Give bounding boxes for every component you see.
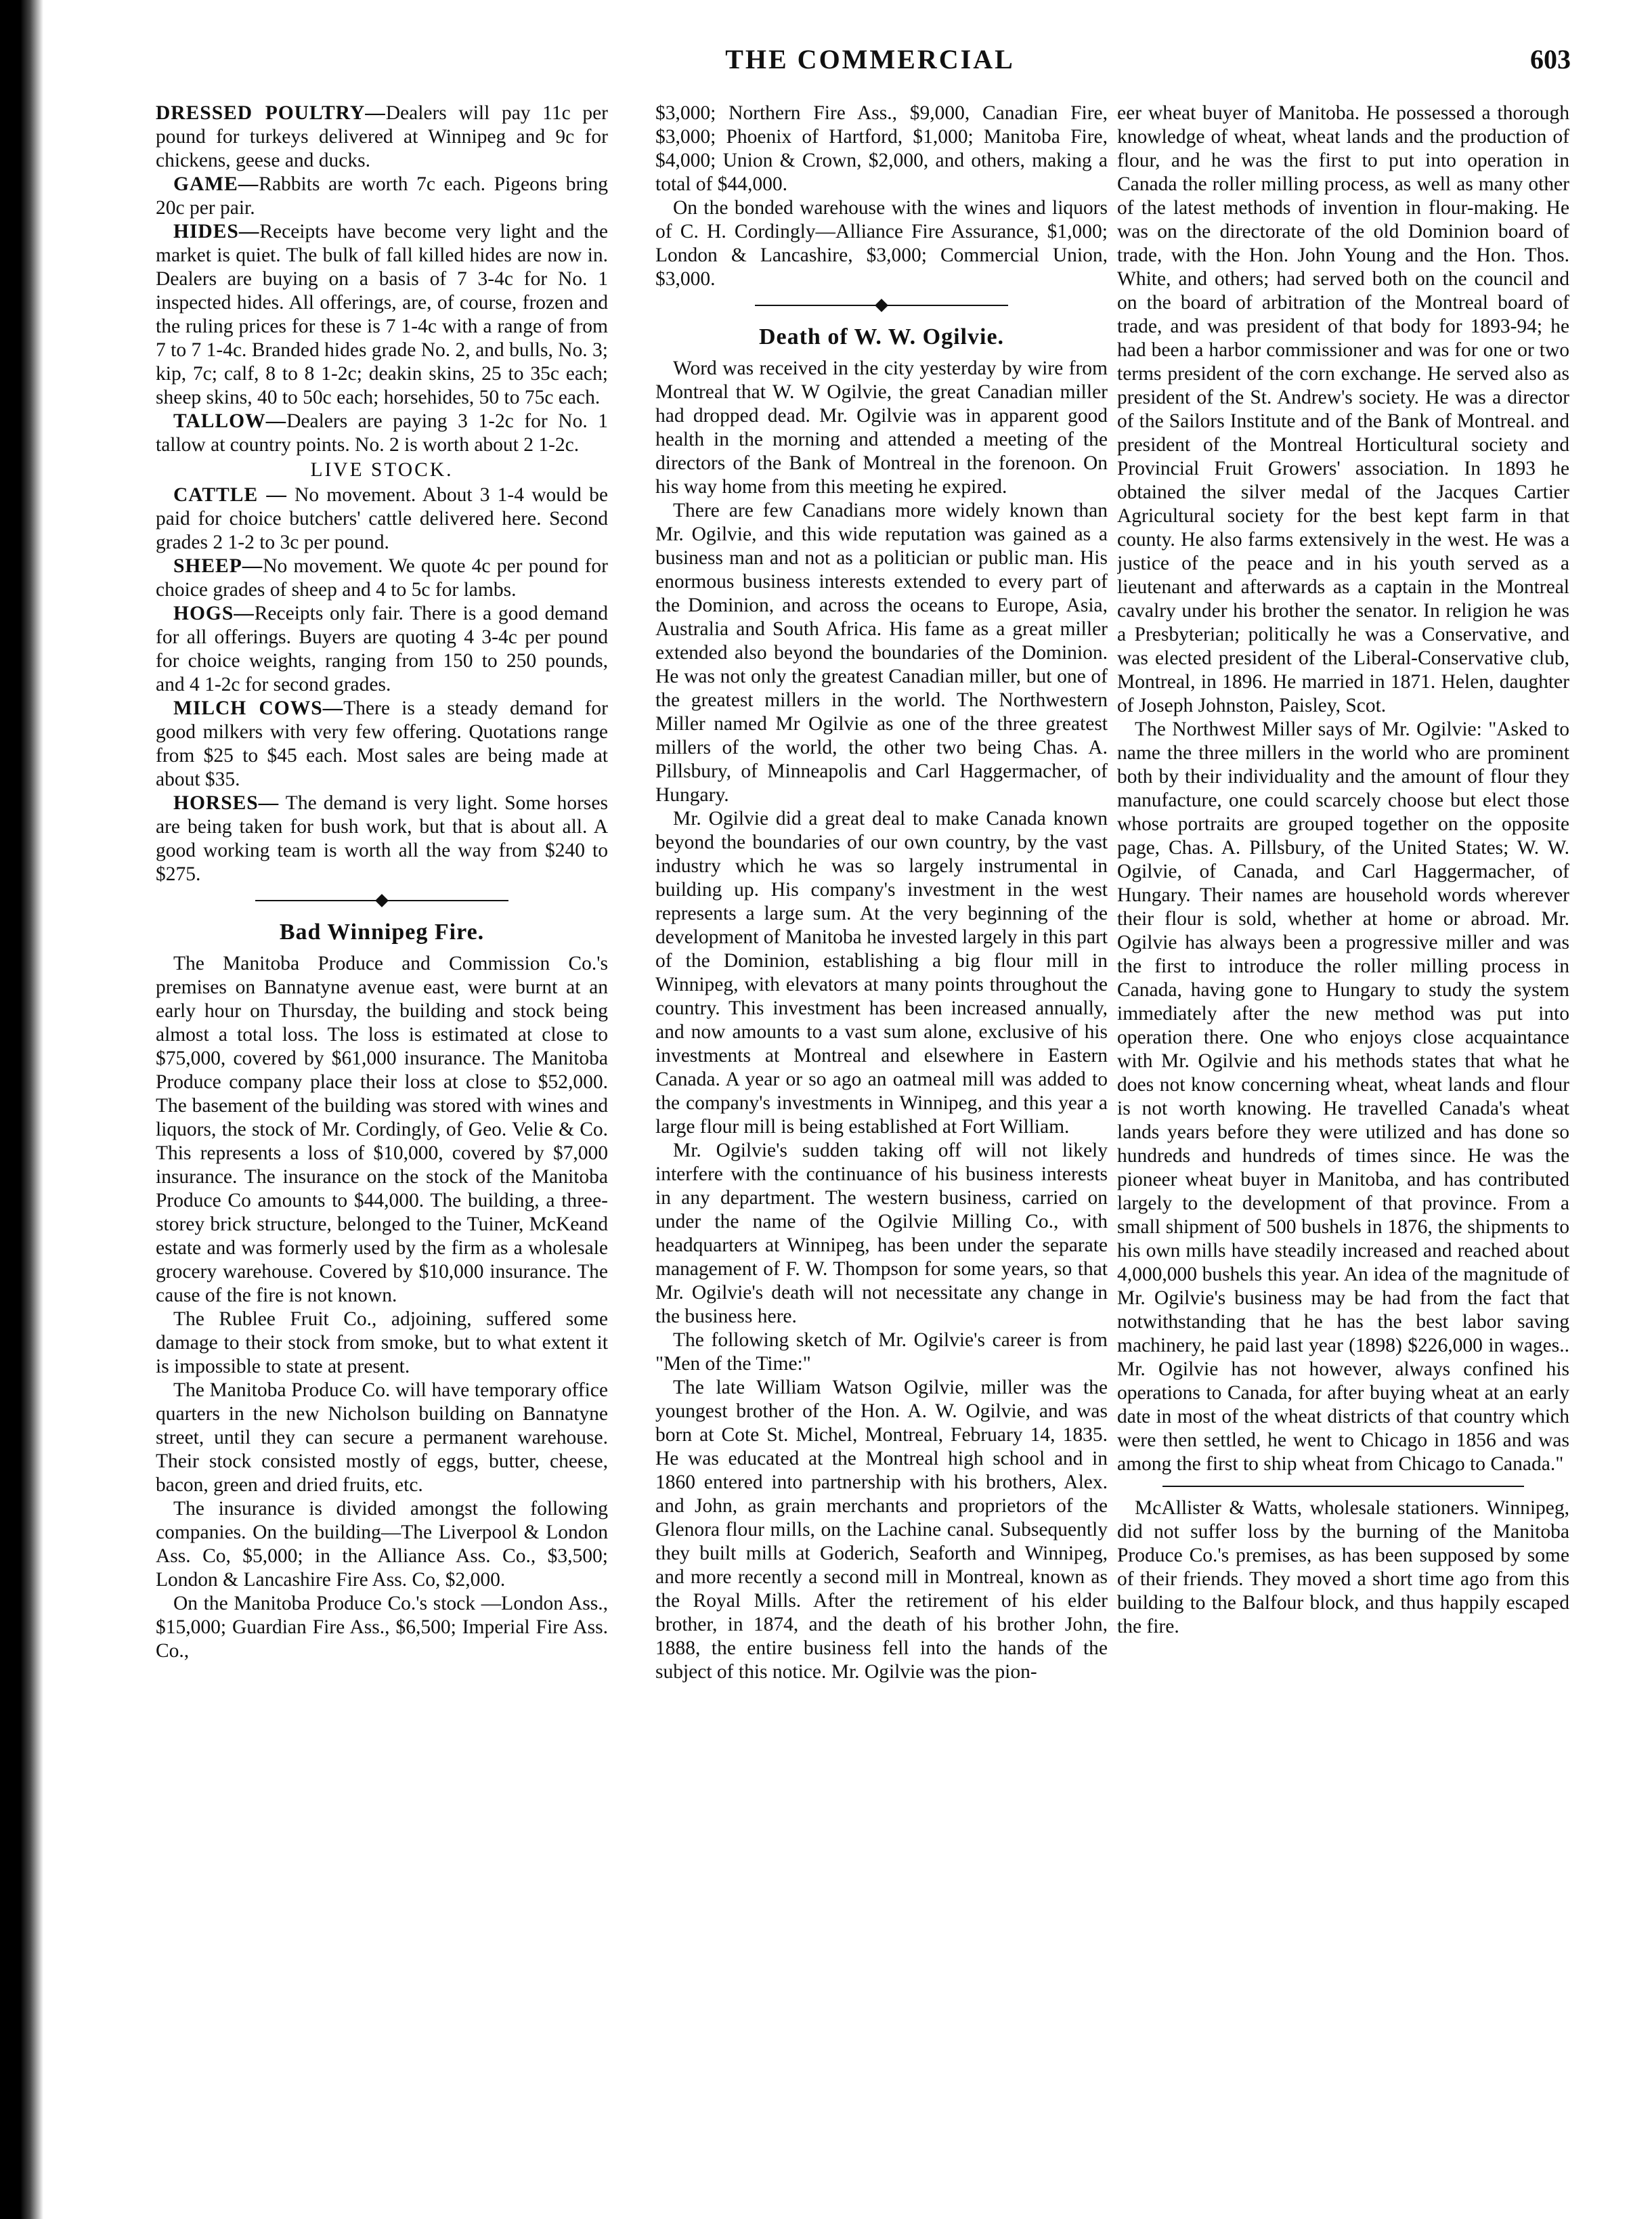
article-paragraph: Mr. Ogilvie's sudden taking off will not likely interfere with the continuance of his business interests in any department. The western business, carried on under the name of the Ogilvie Milling Co., with headquarters at Winnipeg, has been under the separate management of F. W. Thompson for some years, so that Mr. Ogilvie's death will not necessitate any change in the business here. bbox=[655, 1140, 1108, 1327]
market-paragraph-cattle: CATTLE — No movement. About 3 1-4 would be paid for choice butchers' cattle delivered here. Second grades 2 1-2 to 3c per pound. bbox=[156, 484, 608, 553]
market-paragraph-hides: HIDES—Receipts have become very light and the market is quiet. The bulk of fall killed hides are now in. Dealers are buying on a basis of 7 3-4c for No. 1 inspected hides. All offerings, are, of course, frozen and the ruling prices for these is 7 1-4c with a range of from 7 to 7 1-4c. Branded hides grade No. 2, and bulls, No. 3; kip, 7c; calf, 8 to 8 1-2c; deakin skins, 25 to 35c each; sheep skins, 40 to 50c each; horsehides, 50 to 75c each. bbox=[156, 221, 608, 408]
section-divider bbox=[655, 298, 1108, 313]
article-paragraph: The insurance is divided amongst the following companies. On the building—The Liverpool & London Ass. Co, $5,000; in the Alliance Ass. Co., $3,500; London & Lancashire Fire Ass. Co, $2,000. bbox=[156, 1498, 608, 1591]
market-paragraph-game: GAME—Rabbits are worth 7c each. Pigeons bring 20c per pair. bbox=[156, 173, 608, 219]
item-lead: TALLOW— bbox=[173, 410, 287, 432]
article-paragraph: The following sketch of Mr. Ogilvie's career is from "Men of the Time:" bbox=[655, 1329, 1108, 1375]
section-divider bbox=[1162, 1486, 1524, 1487]
item-lead: CATTLE — bbox=[173, 484, 287, 506]
column-1 bbox=[156, 102, 608, 2187]
item-lead: HIDES— bbox=[173, 221, 260, 242]
column-3 bbox=[1117, 102, 1569, 2187]
item-lead: HOGS— bbox=[173, 603, 255, 624]
live-stock-heading: LIVE STOCK. bbox=[310, 459, 454, 481]
item-lead: SHEEP— bbox=[173, 555, 263, 577]
article-paragraph: The Manitoba Produce Co. will have temporary office quarters in the new Nicholson building on Bannatyne street, until they can secure a permanent warehouse. Their stock consisted mostly of eggs, butter, cheese, bacon, green and dried fruits, etc. bbox=[156, 1379, 608, 1496]
publication-title: THE COMMERCIAL bbox=[725, 44, 1015, 74]
market-paragraph-tallow: TALLOW—Dealers are paying 3 1-2c for No. 1 tallow at country points. No. 2 is worth about 2 1-2c. bbox=[156, 410, 608, 456]
page-binding-edge bbox=[0, 0, 43, 2219]
market-paragraph-horses: HORSES— The demand is very light. Some horses are being taken for bush work, but that is about all. A good working team is worth all the way from $240 to $275. bbox=[156, 792, 608, 885]
market-paragraph-sheep: SHEEP—No movement. We quote 4c per pound for choice grades of sheep and 4 to 5c for lambs. bbox=[156, 555, 608, 601]
article-paragraph: The Manitoba Produce and Commission Co.'s premises on Bannatyne avenue east, were burnt at an early hour on Thursday, the building and stock being almost a total loss. The loss is estimated at close to $75,000, covered by $61,000 insurance. The Manitoba Produce company place their loss at close to $52,000. The basement of the building was stored with wines and liquors, the stock of Mr. Cordingly, of Geo. Velie & Co. This represents a loss of $10,000, covered by $7,000 insurance. The insurance on the stock of the Manitoba Produce Co amounts to $44,000. The building, a three-storey brick structure, belonged to the Tuiner, McKeand estate and was formerly used by the firm as a wholesale grocery warehouse. Covered by $10,000 insurance. The cause of the fire is not known. bbox=[156, 953, 608, 1306]
article-heading-fire: Bad Winnipeg Fire. bbox=[279, 920, 485, 945]
article-paragraph: The Rublee Fruit Co., adjoining, suffered some damage to their stock from smoke, but to what extent it is impossible to state at present. bbox=[156, 1308, 608, 1377]
item-lead: HORSES— bbox=[173, 792, 280, 814]
market-paragraph-hogs: HOGS—Receipts only fair. There is a good demand for all offerings. Buyers are quoting 4 3-4c per pound for choice weights, ranging from 150 to 250 pounds, and 4 1-2c for second grades. bbox=[156, 603, 608, 695]
page-number: 603 bbox=[1530, 44, 1571, 74]
article-paragraph: eer wheat buyer of Manitoba. He possessed a thorough knowledge of wheat, wheat lands and the production of flour, and he was the first to put into operation in Canada the roller milling process, as well as many other of the latest methods of invention in flour-making. He was on the directorate of the old Dominion board of trade, with the Hon. John Young and the Hon. Thos. White, and others; had served both on the council and on the board of arbitration of the Montreal board of trade, and was president of that body for 1893-94; he had been a harbor commissioner and was for one or two terms president of the corn exchange. He served also as president of the St. Andrew's society. He was a director of the Sailors Institute and of the Bank of Montreal. and president of the Montreal Horticultural society and Provincial Fruit Growers' association. In 1893 he obtained the silver medal of the Jacques Cartier Agricultural society for the best kept farm in that county. He also farms extensively in the west. He was a justice of the peace and in his youth served as a lieutenant and afterwards as a captain in the Montreal cavalry under his brother the senator. In religion he was a Presbyterian; politically he was a Conservative, and was elected president of the Liberal-Conservative club, Montreal, in 1896. He married in 1871. Helen, daughter of Joseph Johnston, Paisley, Scot. bbox=[1117, 102, 1569, 716]
section-divider bbox=[156, 893, 608, 908]
article-paragraph: Word was received in the city yesterday by wire from Montreal that W. W Ogilvie, the great Canadian miller had dropped dead. Mr. Ogilvie was in apparent good health in the morning and attended a meeting of the directors of the Bank of Montreal in the forenoon. On his way home from this meeting he expired. bbox=[655, 358, 1108, 498]
article-paragraph: There are few Canadians more widely known than Mr. Ogilvie, and this wide reputation was gained as a business man and not as a politician or public man. His enormous business interests extended to every part of the Dominion, and across the oceans to Europe, Asia, Australia and South Africa. His fame as a great miller extended also beyond the boundaries of the Dominion. He was not only the greatest Canadian miller, but one of the greatest millers in the world. The Northwestern Miller named Mr Ogilvie as one of the three greatest millers of the world, the other two being Chas. A. Pillsbury, of Minneapolis and Carl Haggermacher, of Hungary. bbox=[655, 500, 1108, 806]
article-paragraph: On the Manitoba Produce Co.'s stock —London Ass., $15,000; Guardian Fire Ass., $6,500; Imperial Fire Ass. Co., bbox=[156, 1593, 608, 1662]
item-lead: GAME— bbox=[173, 173, 259, 195]
item-lead: DRESSED POULTRY— bbox=[156, 102, 386, 124]
article-heading-death: Death of W. W. Ogilvie. bbox=[758, 324, 1005, 349]
article-paragraph: The late William Watson Ogilvie, miller was the youngest brother of the Hon. A. W. Ogilvie, and was born at Cote St. Michel, Montreal, February 14, 1835. He was educated at the Montreal high school and in 1860 entered into partnership with his brothers, Alex. and John, as grain merchants and proprietors of the Glenora flour mills, on the Lachine canal. Subsequently they built mills at Goderich, Seaforth and Winnipeg, and more recently a second mill in Montreal, known as the Royal Mills. After the retirement of his elder brother, in 1874, and the death of his brother John, 1888, the entire business fell into the hands of the subject of this notice. Mr. Ogilvie was the pion- bbox=[655, 1377, 1108, 1683]
market-paragraph-poultry: DRESSED POULTRY—Dealers will pay 11c per pound for turkeys delivered at Winnipeg and 9c for chickens, geese and ducks. bbox=[156, 102, 608, 171]
column-2 bbox=[655, 102, 1108, 2187]
article-paragraph: $3,000; Northern Fire Ass., $9,000, Canadian Fire, $3,000; Phoenix of Hartford, $1,000; Manitoba Fire, $4,000; Union & Crown, $2,000, and others, making a total of $44,000. bbox=[655, 102, 1108, 195]
article-paragraph: The Northwest Miller says of Mr. Ogilvie: "Asked to name the three millers in the world who are prominent both by their individuality and the amount of flour they manufacture, one could scarcely choose but elect those whose portraits are grouped together on the opposite page, Chas. A. Pillsbury, of the United States; W. W. Ogilvie, of Canada, and Carl Haggermacher, of Hungary. Their names are household words wherever their flour is sold, whether at home or abroad. Mr. Ogilvie has always been a progressive miller and was the first to introduce the roller milling process in Canada, having gone to Hungary to study the system immediately after the new method was put into operation there. One who enjoys close acquaintance with Mr. Ogilvie and his methods states that what he does not know concerning wheat, wheat lands and flour is not worth knowing. He travelled Canada's wheat lands years before they were utilized and has done so hundreds and hundreds of times since. He was the pioneer wheat buyer in Manitoba, and has contributed largely to the development of that province. From a small shipment of 500 bushels in 1876, the shipments to his own mills have steadily increased and reached about 4,000,000 bushels this year. An idea of the magnitude of Mr. Ogilvie's business may be had from the fact that notwithstanding that he has the best labor saving machinery, he paid last year (1898) $226,000 in wages.. Mr. Ogilvie has not however, always confined his operations to Canada, for after buying wheat at an early date in most of the wheat districts of that country which were then settled, he went to Chicago in 1856 and was among the first to ship wheat from Chicago to Canada." bbox=[1117, 718, 1569, 1475]
page-header bbox=[169, 43, 1571, 91]
article-paragraph: McAllister & Watts, wholesale stationers. Winnipeg, did not suffer loss by the burning of the Manitoba Produce Co.'s premises, as has been supposed by some of their friends. They moved a short time ago from this building to the Balfour block, and thus happily escaped the fire. bbox=[1117, 1497, 1569, 1637]
item-lead: MILCH COWS— bbox=[173, 697, 344, 719]
article-paragraph: Mr. Ogilvie did a great deal to make Canada known beyond the boundaries of our own country, by the vast industry which he was so largely instrumental in building up. His company's investment in the west represents a large sum. At the very beginning of the development of Manitoba he invested largely in this part of the Dominion, establishing a big flour mill in Winnipeg, with elevators at many points throughout the country. This investment has been increased annually, and now amounts to a vast sum alone, exclusive of his investments at Montreal and elsewhere in Eastern Canada. A year or so ago an oatmeal mill was added to the company's investments in Winnipeg, and this year a large flour mill is being established at Fort William. bbox=[655, 808, 1108, 1138]
market-paragraph-milch-cows: MILCH COWS—There is a steady demand for good milkers with very few offering. Quotations range from $25 to $45 each. Most sales are being made at about $35. bbox=[156, 697, 608, 790]
article-paragraph: On the bonded warehouse with the wines and liquors of C. H. Cordingly—Alliance Fire Assurance, $1,000; London & Lancashire, $3,000; Commercial Union, $3,000. bbox=[655, 197, 1108, 290]
